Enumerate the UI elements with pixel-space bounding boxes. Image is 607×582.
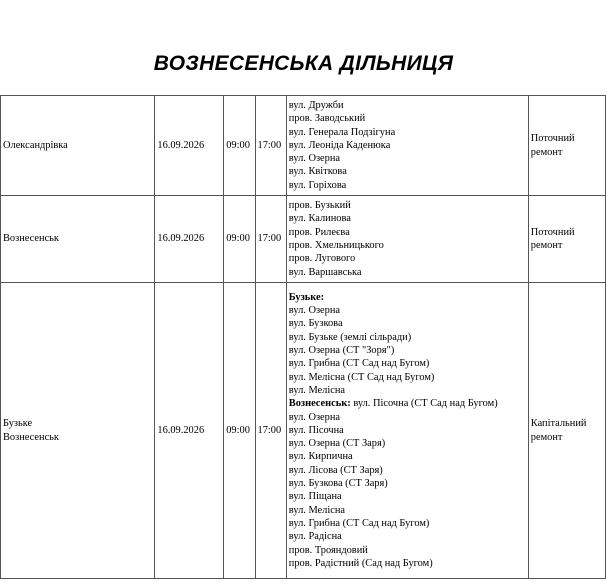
address-item: пров. Хмельницького [288, 240, 384, 251]
address-item: пров. Бузький [288, 200, 351, 212]
table-row [1, 196, 606, 283]
address-item: вул. Озерна (СТ "Зоря") [288, 345, 395, 357]
address-item: вул. Піщана [288, 491, 342, 503]
address-item: вул. Леоніда Каденюка [288, 139, 391, 151]
address-item: пров. Трояндовий [288, 544, 368, 556]
address-item: вул. Озерна [288, 305, 341, 317]
settlement-name: Вознесенськ [3, 233, 59, 245]
work-type-cell [528, 96, 605, 196]
address-item: вул. Горіхова [288, 179, 347, 191]
address-item: пров. Рилеєва [288, 226, 350, 238]
date-cell: 16.09.2026 [155, 96, 224, 196]
address-item: вул. Озерна [288, 153, 341, 165]
start-time-cell: 09:00 [224, 196, 255, 283]
end-time-cell: 17:00 [255, 96, 286, 196]
address-item: вул. Мелісна [288, 384, 346, 396]
settlement-cell [1, 283, 155, 579]
table-row [1, 283, 606, 579]
address-item: пров. Заводський [288, 113, 366, 125]
address-item: вул. Варшавська [288, 266, 362, 278]
settlement-cell [1, 96, 155, 196]
work-type-cell [528, 283, 605, 579]
date-cell: 16.09.2026 [155, 196, 224, 283]
work-type-line: ремонт [530, 146, 563, 158]
outage-schedule-table [0, 95, 606, 579]
end-time-cell: 17:00 [255, 283, 286, 579]
address-item: пров. Радістний (Сад над Бугом) [288, 557, 433, 569]
address-item: вул. Бузкова [288, 318, 343, 330]
address-group-heading: Бузьке: [288, 291, 325, 303]
addresses-cell [286, 96, 528, 196]
end-time-cell: 17:00 [255, 196, 286, 283]
address-item: вул. Бузкова (СТ Заря) [288, 478, 388, 490]
address-item: вул. Пісочна [288, 424, 344, 436]
address-group-heading: Вознесенськ: [288, 398, 351, 410]
address-item: вул. Озерна [288, 411, 341, 423]
address-item: вул. Грибна (СТ Сад над Бугом) [288, 358, 430, 370]
address-item: вул. Квіткова [288, 166, 347, 178]
work-type-cell [528, 196, 605, 283]
address-item: вул. Дружби [288, 99, 344, 111]
address-item: вул. Озерна (СТ Заря) [288, 438, 386, 450]
address-item: пров. Лугового [288, 253, 356, 265]
addresses-cell [286, 283, 528, 579]
start-time-cell: 09:00 [224, 96, 255, 196]
address-item: вул. Лісова (СТ Заря) [288, 464, 383, 476]
work-type-line: Капітальний [530, 418, 587, 430]
address-item: вул. Пісочна (СТ Сад над Бугом) [353, 398, 498, 410]
address-item-with-heading [289, 397, 526, 410]
address-item: вул. Радісна [288, 531, 342, 543]
address-item: вул. Мелісна [288, 504, 346, 516]
work-type-line: Поточний [530, 226, 575, 238]
work-type-line: ремонт [530, 240, 563, 251]
start-time-cell: 09:00 [224, 283, 255, 579]
address-item: вул. Мелісна (СТ Сад над Бугом) [288, 371, 435, 383]
address-item: вул. Грибна (СТ Сад над Бугом) [288, 517, 430, 529]
work-type-line: ремонт [530, 431, 563, 443]
settlement-cell [1, 196, 155, 283]
address-item: вул. Генерала Подзігуна [288, 126, 396, 138]
page-title: ВОЗНЕСЕНСЬКА ДІЛЬНИЦЯ [153, 52, 454, 75]
address-item: вул. Бузьке (землі сільради) [288, 331, 412, 343]
address-item: вул. Кирпична [288, 451, 353, 463]
date-cell: 16.09.2026 [155, 283, 224, 579]
addresses-cell [286, 196, 528, 283]
settlement-name: Олександрівка [3, 139, 68, 151]
settlement-name: Вознесенськ [3, 431, 59, 443]
address-item: вул. Калинова [288, 213, 351, 225]
settlement-name: Бузьке [3, 418, 33, 430]
work-type-line: Поточний [530, 133, 575, 145]
table-row [1, 96, 606, 196]
